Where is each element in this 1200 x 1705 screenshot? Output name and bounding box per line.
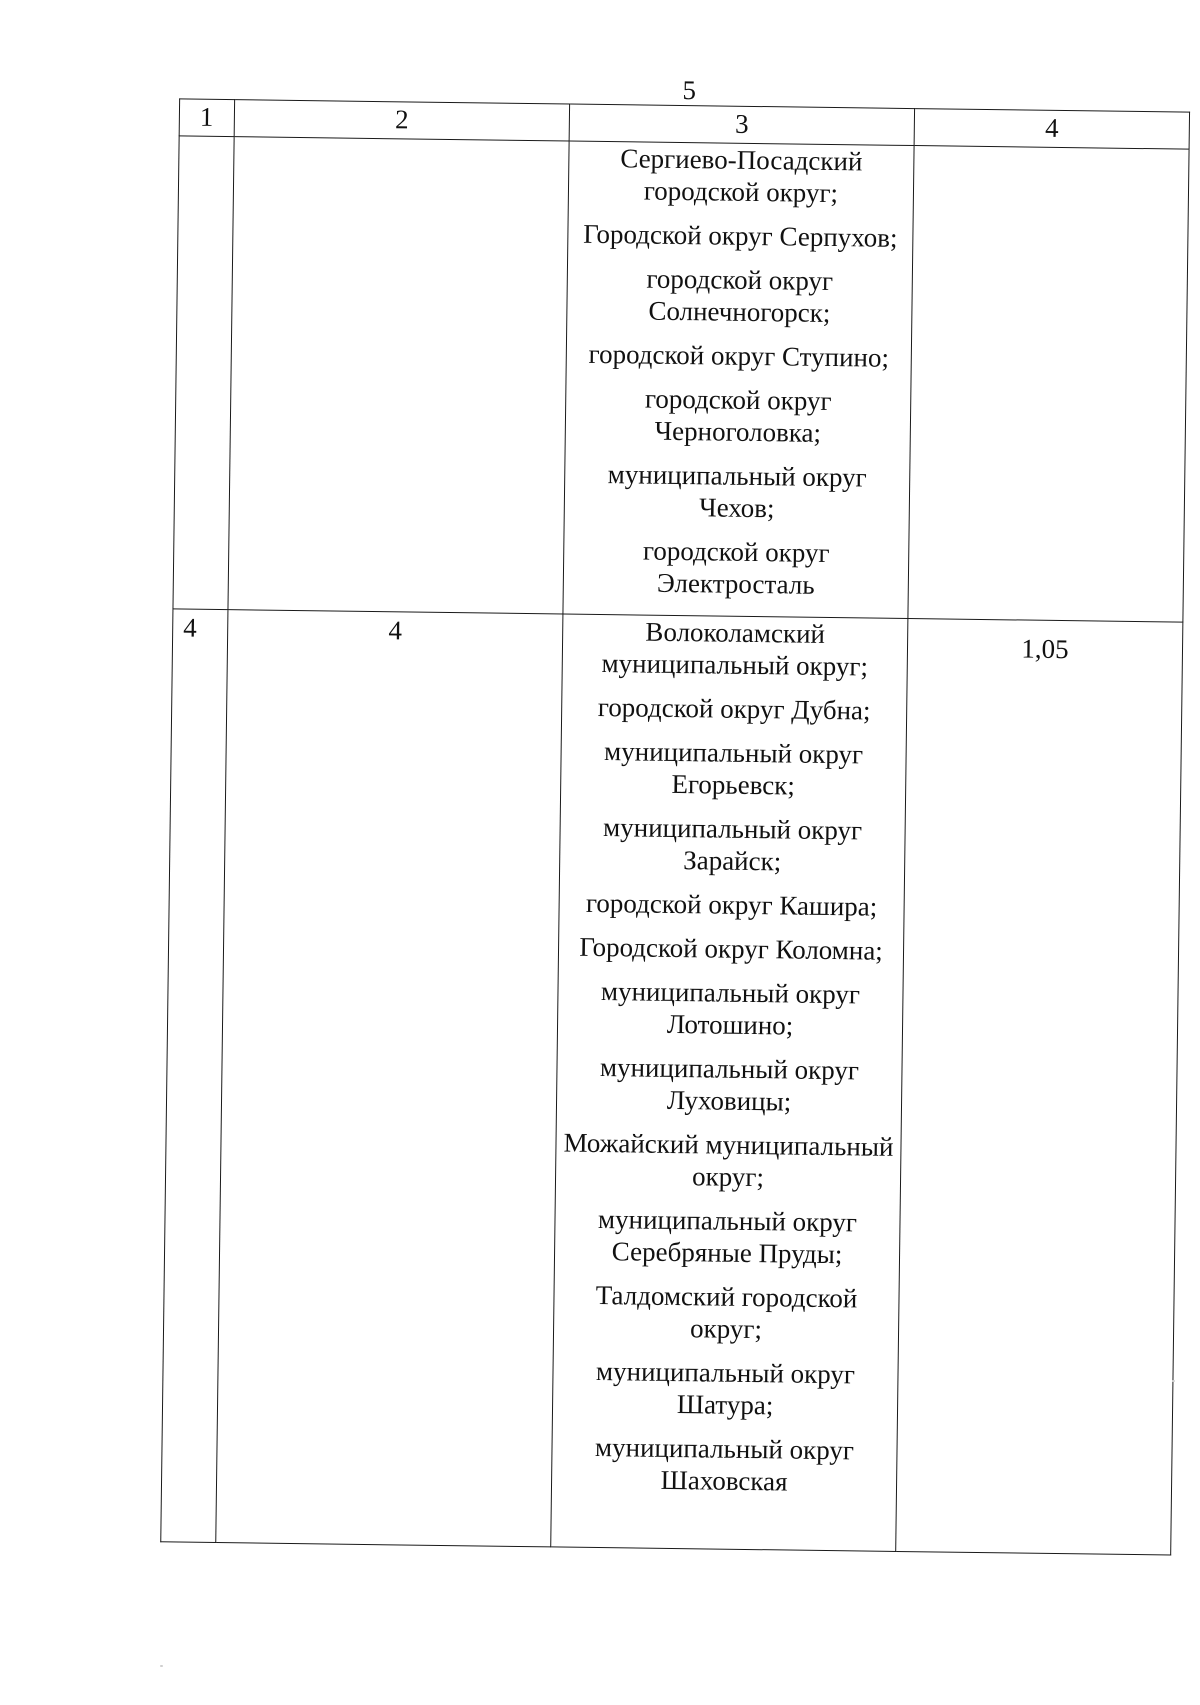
row-number-cell: 4 xyxy=(161,609,228,1543)
table-row xyxy=(173,136,1189,622)
page-number: 5 xyxy=(682,75,697,106)
municipality-item: Талдомский городской округ; xyxy=(595,1279,858,1345)
municipality-item: городской округ Электросталь xyxy=(642,535,830,600)
municipality-item: городской округ Черноголовка; xyxy=(644,383,832,448)
municipality-item: муниципальный округ Зарайск; xyxy=(602,812,863,877)
municipality-item: Сергиево-Посадский городской округ; xyxy=(620,143,863,209)
municipality-item: Городской округ Коломна; xyxy=(579,931,883,966)
municipality-list-cell xyxy=(551,614,908,1551)
municipality-list-cell xyxy=(563,141,914,618)
municipality-item: Можайский муниципальный округ; xyxy=(563,1127,894,1193)
municipality-item: муниципальный округ Лотошино; xyxy=(600,976,861,1041)
municipality-item: муниципальный округ Шаховская xyxy=(594,1431,855,1497)
header-cell-2: 2 xyxy=(234,100,569,141)
header-cell-1: 1 xyxy=(179,99,234,137)
coefficient-cell: 1,05 xyxy=(896,619,1183,1556)
municipality-item: муниципальный округ Серебряные Пруды; xyxy=(597,1204,858,1270)
group-cell: 4 xyxy=(216,610,563,1547)
municipality-item: городской округ Ступино; xyxy=(588,338,890,373)
municipality-item: Городской округ Серпухов; xyxy=(583,218,898,253)
municipality-item: муниципальный округ Шатура; xyxy=(595,1355,856,1421)
municipality-item: Волоколамский муниципальный округ; xyxy=(601,616,869,682)
municipality-item: муниципальный округ Луховицы; xyxy=(599,1052,860,1117)
table-row xyxy=(161,609,1183,1555)
group-cell xyxy=(228,137,569,614)
municipality-item: муниципальный округ Егорьевск; xyxy=(603,736,864,801)
municipal-table xyxy=(160,98,1190,1555)
header-cell-3: 3 xyxy=(569,104,914,146)
municipality-item: городской округ Дубна; xyxy=(597,691,871,726)
scan-speck xyxy=(160,1665,163,1667)
row-number-cell xyxy=(173,136,234,610)
municipality-item: городской округ Солнечногорск; xyxy=(646,263,834,328)
header-cell-4: 4 xyxy=(914,109,1189,150)
scan-speck xyxy=(1172,1380,1175,1382)
municipality-item: муниципальный округ Чехов; xyxy=(607,459,867,524)
coefficient-cell xyxy=(908,146,1189,623)
municipality-item: городской округ Кашира; xyxy=(585,887,878,922)
